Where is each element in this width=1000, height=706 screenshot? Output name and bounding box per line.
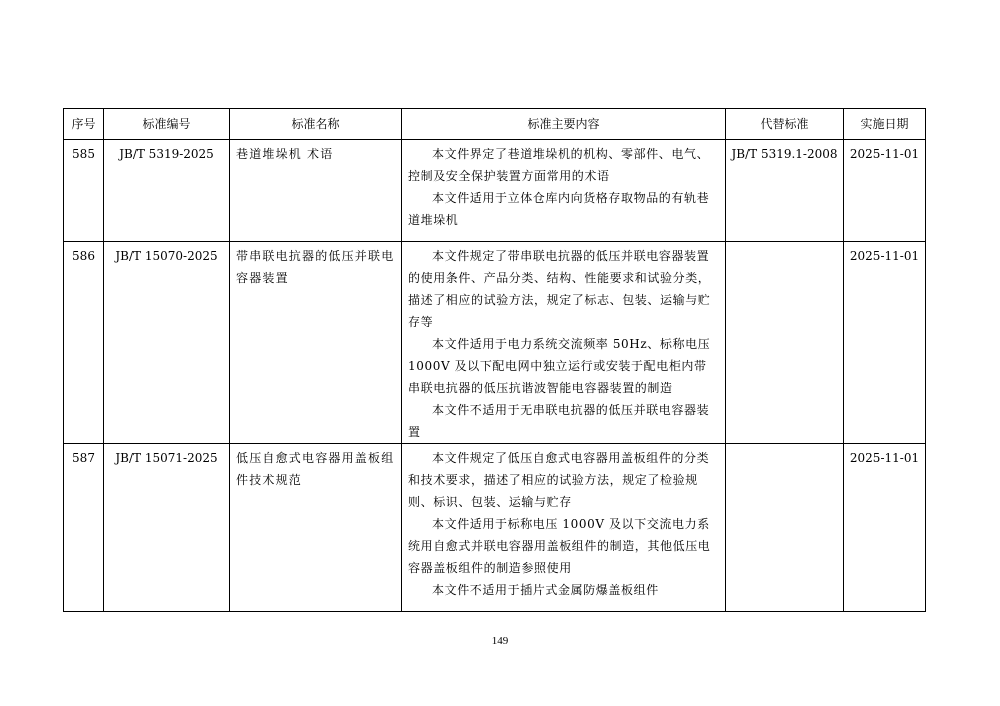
table-row <box>64 444 926 612</box>
content-paragraph: 本文件适用于标称电压 1000V 及以下交流电力系统用自愈式并联电容器用盖板组件的制造，其他低压电容器盖板组件的制造参照使用 <box>408 517 711 575</box>
cell-content <box>402 242 726 444</box>
cell-name: 低压自愈式电容器用盖板组件技术规范 <box>230 444 402 612</box>
cell-date: 2025-11-01 <box>844 140 926 242</box>
content-paragraph: 本文件不适用于无串联电抗器的低压并联电容器装置 <box>408 403 710 439</box>
header-content: 标准主要内容 <box>402 109 726 140</box>
content-paragraph: 本文件规定了带串联电抗器的低压并联电容器装置的使用条件、产品分类、结构、性能要求和试验分类，描述了相应的试验方法，规定了标志、包装、运输与贮存等 <box>408 249 711 329</box>
cell-replaced <box>726 444 844 612</box>
cell-no: 585 <box>64 140 104 242</box>
header-replaced: 代替标准 <box>726 109 844 140</box>
standards-table-container <box>63 108 925 612</box>
page-number: 149 <box>491 635 509 647</box>
standards-table <box>63 108 926 612</box>
table-row <box>64 140 926 242</box>
header-code: 标准编号 <box>104 109 230 140</box>
content-paragraph: 本文件规定了低压自愈式电容器用盖板组件的分类和技术要求，描述了相应的试验方法，规定了检验规则、标识、包装、运输与贮存 <box>408 451 710 509</box>
content-paragraph: 本文件界定了巷道堆垛机的机构、零部件、电气、控制及安全保护装置方面常用的术语 <box>408 147 710 183</box>
header-name: 标准名称 <box>230 109 402 140</box>
cell-code: JB/T 5319-2025 <box>104 140 230 242</box>
cell-replaced <box>726 242 844 444</box>
content-paragraph: 本文件适用于电力系统交流频率 50Hz、标称电压 1000V 及以下配电网中独立运行或安装于配电柜内带串联电抗器的低压抗谐波智能电容器装置的制造 <box>408 337 711 395</box>
cell-date: 2025-11-01 <box>844 444 926 612</box>
table-header-row <box>64 109 926 140</box>
content-paragraph: 本文件不适用于插片式金属防爆盖板组件 <box>432 583 659 597</box>
header-no: 序号 <box>64 109 104 140</box>
content-paragraph: 本文件适用于立体仓库内向货格存取物品的有轨巷道堆垛机 <box>408 191 710 227</box>
cell-name: 带串联电抗器的低压并联电容器装置 <box>230 242 402 444</box>
cell-no: 586 <box>64 242 104 444</box>
cell-content <box>402 444 726 612</box>
cell-code: JB/T 15071-2025 <box>104 444 230 612</box>
header-date: 实施日期 <box>844 109 926 140</box>
cell-no: 587 <box>64 444 104 612</box>
cell-date: 2025-11-01 <box>844 242 926 444</box>
cell-code: JB/T 15070-2025 <box>104 242 230 444</box>
cell-name: 巷道堆垛机 术语 <box>230 140 402 242</box>
table-row <box>64 242 926 444</box>
cell-content <box>402 140 726 242</box>
cell-replaced: JB/T 5319.1-2008 <box>726 140 844 242</box>
